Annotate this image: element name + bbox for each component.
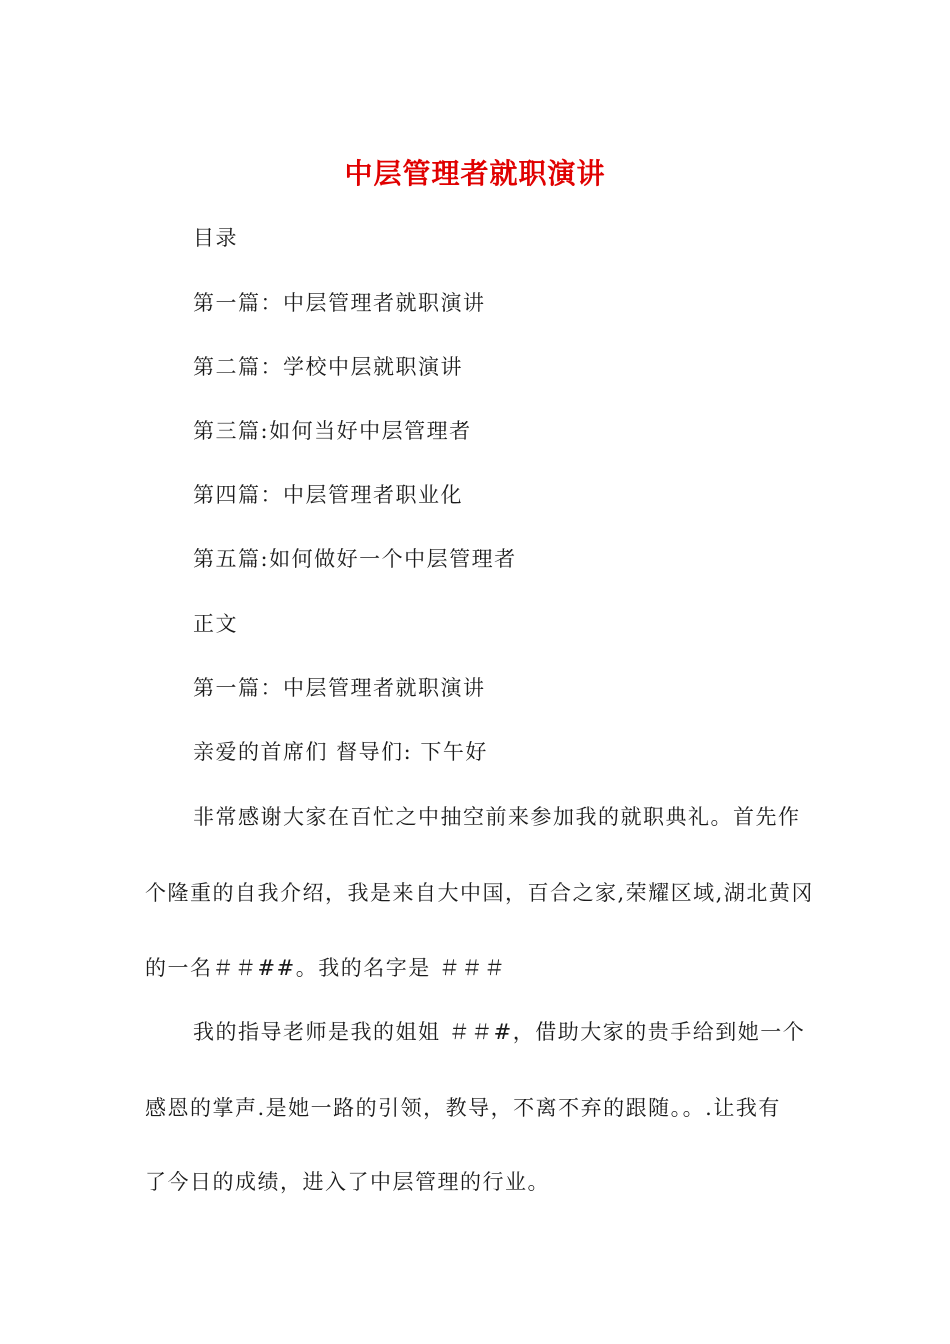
section-title: 第一篇：中层管理者就职演讲 — [193, 676, 486, 700]
paragraph-line: 个隆重的自我介绍，我是来自大中国，百合之家,荣耀区域,湖北黄冈 — [145, 881, 814, 905]
paragraph-line: 我的指导老师是我的姐姐 ＃＃#，借助大家的贵手给到她一个 — [193, 1020, 806, 1044]
paragraph-line: 非常感谢大家在百忙之中抽空前来参加我的就职典礼。首先作 — [193, 805, 801, 829]
toc-item: 第四篇：中层管理者职业化 — [193, 483, 463, 507]
paragraph-line: 的一名＃＃##。我的名字是 ＃＃＃ — [145, 956, 507, 980]
document-title: 中层管理者就职演讲 — [344, 157, 606, 190]
paragraph-line: 感恩的掌声.是她一路的引领，教导，不离不弃的跟随。。.让我有 — [145, 1096, 781, 1120]
toc-heading: 目录 — [193, 226, 238, 250]
toc-item: 第一篇：中层管理者就职演讲 — [193, 291, 486, 315]
toc-item: 第五篇:如何做好一个中层管理者 — [193, 547, 517, 571]
toc-item: 第二篇：学校中层就职演讲 — [193, 355, 463, 379]
paragraph-line: 了今日的成绩，进入了中层管理的行业。 — [145, 1170, 550, 1194]
greeting-line: 亲爱的首席们 督导们: 下午好 — [193, 740, 488, 764]
body-heading: 正文 — [193, 612, 238, 636]
toc-item: 第三篇:如何当好中层管理者 — [193, 419, 472, 443]
